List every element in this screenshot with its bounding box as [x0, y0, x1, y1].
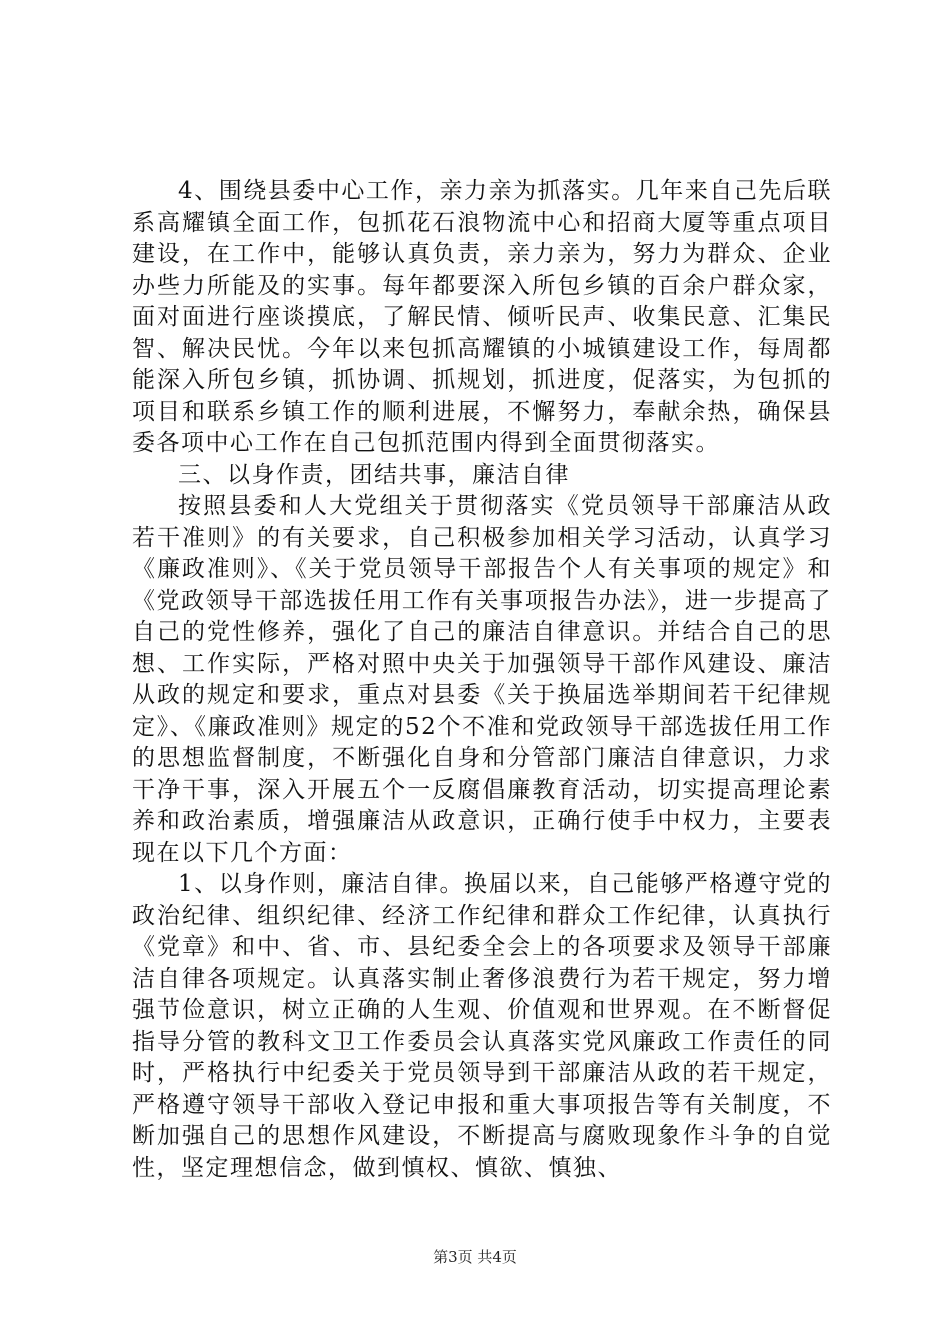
page-footer: 第3页 共4页: [433, 1248, 517, 1266]
paragraph-item-4: 4、围绕县委中心工作，亲力亲为抓落实。几年来自己先后联系高耀镇全面工作，包抓花石浪物流中心和招商大厦等重点项目建设，在工作中，能够认真负责，亲力亲为，努力为群众、企业办些力所能及的实事。每年都要深入所包乡镇的百余户群众家，面对面进行座谈摸底，了解民情、倾听民声、收集民意、汇集民智、解决民忧。今年以来包抓高耀镇的小城镇建设工作，每周都能深入所包乡镇，抓协调、抓规划，抓进度，促落实，为包抓的项目和联系乡镇工作的顺利进展，不懈努力，奉献余热，确保县委各项中心工作在自己包抓范围内得到全面贯彻落实。: [132, 178, 832, 456]
paragraph-integrity: 按照县委和人大党组关于贯彻落实《党员领导干部廉洁从政若干准则》的有关要求，自己积极参加相关学习活动，认真学习《廉政准则》、《关于党员领导干部报告个人有关事项的规定》和《党政领导干部选拔任用工作有关事项报告办法》，进一步提高了自己的党性修养，强化了自己的廉洁自律意识。并结合自己的思想、工作实际，严格对照中央关于加强领导干部作风建设、廉洁从政的规定和要求，重点对县委《关于换届选举期间若干纪律规定》、《廉政准则》规定的52个不准和党政领导干部选拔任用工作的思想监督制度，不断强化自身和分管部门廉洁自律意识，力求干净干事，深入开展五个一反腐倡廉教育活动，切实提高理论素养和政治素质，增强廉洁从政意识，正确行使手中权力，主要表现在以下几个方面：: [132, 493, 832, 866]
paragraph-item-1: 1、以身作则，廉洁自律。换届以来，自己能够严格遵守党的政治纪律、组织纪律、经济工作纪律和群众工作纪律，认真执行《党章》和中、省、市、县纪委全会上的各项要求及领导干部廉洁自律各项规定。认真落实制止奢侈浪费行为若干规定，努力增强节俭意识，树立正确的人生观、价值观和世界观。在不断督促指导分管的教科文卫工作委员会认真落实党风廉政工作责任的同时，严格执行中纪委关于党员领导到干部廉洁从政的若干规定，严格遵守领导干部收入登记申报和重大事项报告等有关制度，不断加强自己的思想作风建设，不断提高与腐败现象作斗争的自觉性，坚定理想信念，做到慎权、慎欲、慎独、: [132, 871, 832, 1181]
document-body: [132, 176, 832, 1184]
section-heading: 三、以身作责，团结共事，廉洁自律: [178, 461, 570, 488]
